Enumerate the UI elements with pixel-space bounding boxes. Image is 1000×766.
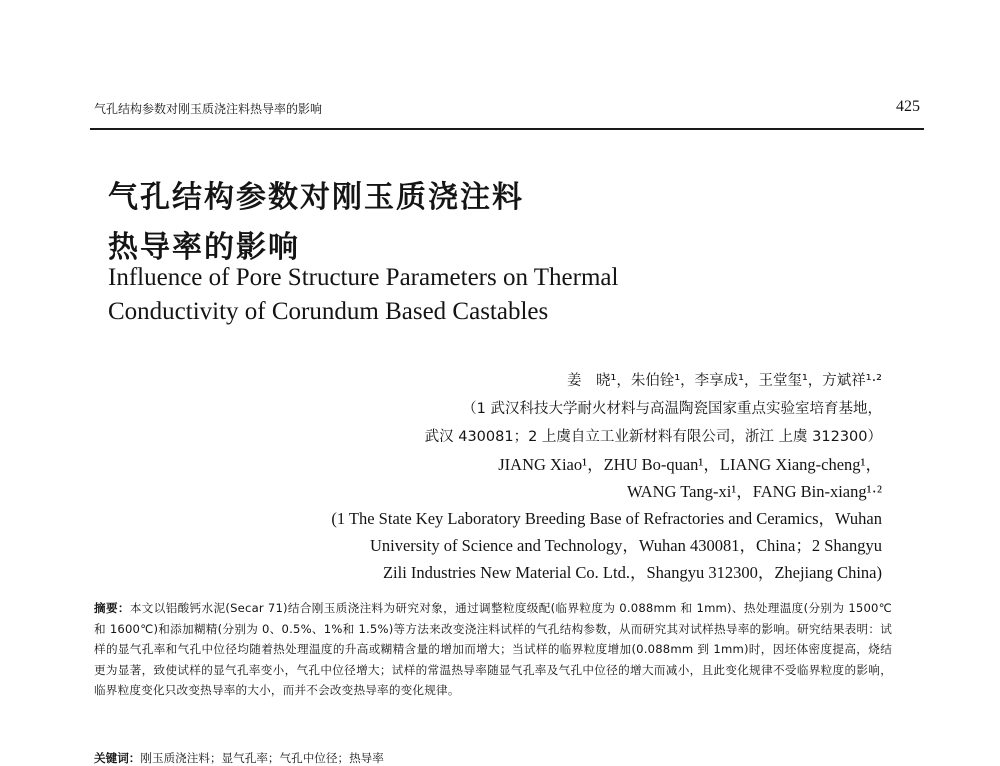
authors-english-line-1: JIANG Xiao¹，ZHU Bo-quan¹，LIANG Xiang-cheng¹， — [498, 455, 882, 474]
affiliation-english-line-3: Zili Industries New Material Co. Ltd.，Shangyu 312300，Zhejiang China) — [382, 563, 882, 582]
running-head-title: 气孔结构参数对刚玉质浇注料热导率的影响 — [94, 102, 323, 116]
english-title-line-2: Conductivity of Corundum Based Castables — [108, 298, 549, 325]
abstract — [94, 598, 892, 701]
affiliation-english-line-1: (1 The State Key Laboratory Breeding Base of Refractories and Ceramics，Wuhan — [331, 509, 882, 528]
abstract-label: 摘要： — [94, 601, 130, 615]
abstract-text: 本文以铝酸钙水泥(Secar 71)结合刚玉质浇注料为研究对象，通过调整粒度级配(临界粒度为 0.088mm 和 1mm)、热处理温度(分别为 1500℃和 1600℃)和添加糊精(分别为 0、0.5%、1%和 1.5%)等方法来改变浇注料试样的气孔结构参数，从而研究其对试样热导率的影响。研究结果表明：试样的显气孔率和气孔中位径均随着热处理温度的升高或糊精含量的增加而增大；当试样的临界粒度增加(0.088mm 到 1mm)时，因坯体密度提高，烧结更为显著，致使试样的显气孔率变小，气孔中位径增大；试样的常温热导率随显气孔率及气孔中位径的增大而减小，且此变化规律不受临界粒度的影响，临界粒度变化只改变热导率的大小，而并不会改变热导率的变化规律。 — [94, 601, 893, 697]
authors-chinese: 姜 晓¹，朱伯铨¹，李享成¹，王堂玺¹，方斌祥¹·² — [567, 373, 882, 389]
page-number: 425 — [896, 98, 920, 115]
keywords-label: 关键词： — [94, 751, 141, 765]
affiliation-chinese-line-2: 武汉 430081；2 上虞自立工业新材料有限公司，浙江 上虞 312300） — [424, 429, 882, 445]
chinese-title-line-2: 热导率的影响 — [108, 230, 300, 265]
affiliation-chinese-line-1: （1 武汉科技大学耐火材料与高温陶瓷国家重点实验室培育基地， — [462, 401, 882, 417]
affiliation-english-line-2: University of Science and Technology，Wuhan 430081，China；2 Shangyu — [369, 536, 882, 555]
authors-english-line-2: WANG Tang-xi¹，FANG Bin-xiang¹·² — [626, 482, 882, 501]
header-rule — [90, 128, 924, 130]
running-head — [94, 100, 920, 122]
english-title-line-1: Influence of Pore Structure Parameters on Thermal — [108, 264, 619, 291]
chinese-title-line-1: 气孔结构参数对刚玉质浇注料 — [108, 180, 524, 215]
keywords — [94, 750, 892, 766]
keywords-text: 刚玉质浇注料；显气孔率；气孔中位径；热导率 — [140, 751, 384, 765]
